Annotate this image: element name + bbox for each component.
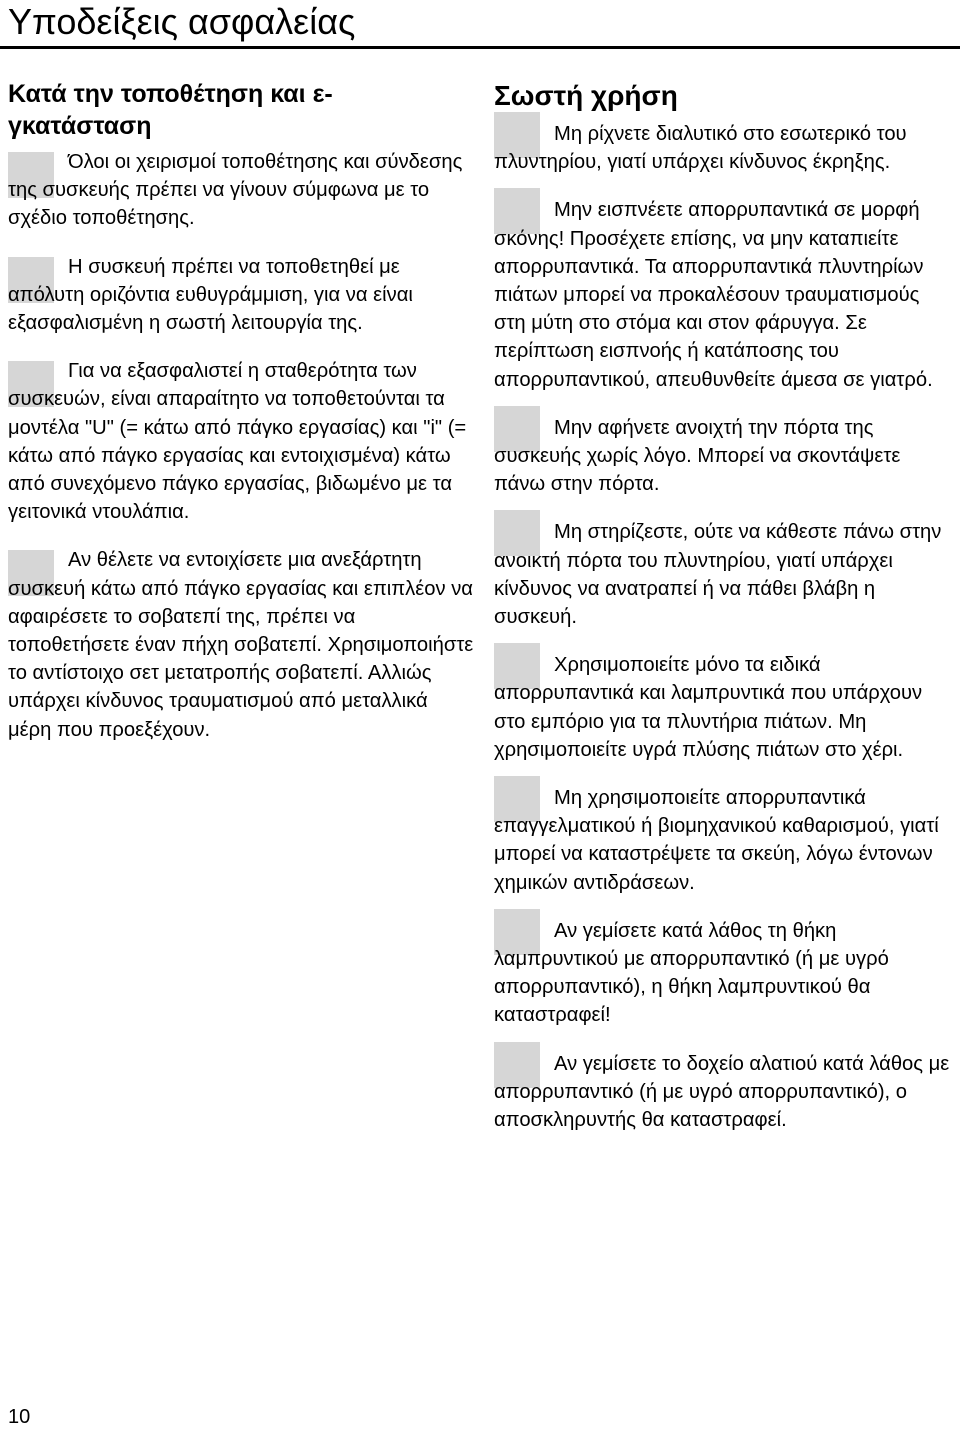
- note-text: Μη ρίχνετε διαλυτικό στο εσωτερικό του πλυντηρίου, γιατί υπάρχει κίνδυνος έκρηξης.: [494, 123, 907, 174]
- safety-note: [494, 518, 956, 631]
- section-heading-installation: Κατά την τοποθέτηση και ε-γκατάσταση: [8, 80, 333, 140]
- page-title: Υποδείξεις ασφαλείας: [8, 1, 356, 42]
- safety-note: [494, 651, 956, 764]
- safety-note: [8, 253, 476, 338]
- safety-note: [8, 148, 476, 233]
- safety-note: [8, 357, 476, 526]
- safety-note: [494, 414, 956, 499]
- safety-note: [494, 784, 956, 897]
- note-text: Χρησιμοποιείτε μόνο τα ειδικά απορρυπαντικά και λαμπρυντικά που υπάρχουν στο εμπόριο για τα πλυντήρια πιάτων. Μη χρησιμοποιείτε υγρά πλύσης πιάτων στο χέρι.: [494, 654, 923, 761]
- note-text: Για να εξασφαλιστεί η σταθερότητα των συσκευών, είναι απαραίτητο να τοποθετούνται τα μοντέλα "U" (= κάτω από πάγκο εργασίας) και "i" (= κάτω από πάγκο εργασίας και εντοιχισμένα) κάτω από συνεχόμενο πάγκο εργασίας, βιδωμένο με τα γειτονικά ντουλάπια.: [8, 360, 467, 524]
- safety-note: [494, 120, 956, 176]
- right-column: [494, 78, 956, 1154]
- section-heading-correct-use: Σωστή χρήση: [494, 80, 678, 111]
- safety-note: [494, 1050, 956, 1135]
- note-text: Μη χρησιμοποιείτε απορρυπαντικά επαγγελματικού ή βιομηχανικού καθαρισμού, γιατί μπορεί να καταστρέψετε τα σκεύη, λόγω έντονων χημικών αντιδράσεων.: [494, 787, 939, 894]
- safety-note: [8, 546, 476, 743]
- note-text: Μην εισπνέετε απορρυπαντικά σε μορφή σκόνης! Προσέχετε επίσης, να μην καταπιείτε απορρυπαντικά. Τα απορρυπαντικά πλυντηρίων πιάτων μπορεί να προκαλέσουν τραυματισμούς στη μύτη στο στόμα και στον φάρυγγα. Σε περίπτωση εισπνοής ή κατάποσης του απορρυπαντικού, απευθυνθείτε άμεσα σε γιατρό.: [494, 199, 933, 391]
- note-text: Η συσκευή πρέπει να τοποθετηθεί με απόλυτη οριζόντια ευθυγράμμιση, για να είναι εξασφαλισμένη η σωστή λειτουργία της.: [8, 255, 413, 335]
- left-column: [8, 78, 476, 764]
- title-divider: [0, 46, 960, 49]
- note-text: Μη στηρίζεστε, ούτε να κάθεστε πάνω στην ανοικτή πόρτα του πλυντηρίου, γιατί υπάρχει κίνδυνος να ανατραπεί ή να πάθει βλάβη η συσκευή.: [494, 521, 942, 629]
- note-text: Αν θέλετε να εντοιχίσετε μια ανεξάρτητη συσκευή κάτω από πάγκο εργασίας και επιπλέον να αφαιρέσετε το σοβατεπί της, πρέπει να τοποθετήσετε έναν πήχη σοβατεπί. Χρησιμοποιήστε το αντίστοιχο σετ μετατροπής σοβατεπί. Αλλιώς υπάρχει κίνδυνος τραυματισμού από μεταλλικά μέρη που προεξέχουν.: [8, 549, 474, 741]
- note-text: Αν γεμίσετε το δοχείο αλατιού κατά λάθος με απορρυπαντικό (ή με υγρό απορρυπαντικό), ο αποσκληρυντής θα καταστραφεί.: [494, 1052, 950, 1132]
- note-text: Αν γεμίσετε κατά λάθος τη θήκη λαμπρυντικού με απορρυπαντικό (ή με υγρό απορρυπαντικό), η θήκη λαμπρυντικού θα καταστραφεί!: [494, 919, 889, 1027]
- page-number: 10: [8, 1406, 31, 1428]
- safety-note: [494, 917, 956, 1030]
- safety-note: [494, 196, 956, 393]
- note-text: Όλοι οι χειρισμοί τοποθέτησης και σύνδεσης της συσκευής πρέπει να γίνουν σύμφωνα με το σχέδιο τοποθέτησης.: [8, 151, 463, 230]
- note-text: Μην αφήνετε ανοιχτή την πόρτα της συσκευής χωρίς λόγο. Μπορεί να σκοντάψετε πάνω στην πόρτα.: [494, 416, 901, 496]
